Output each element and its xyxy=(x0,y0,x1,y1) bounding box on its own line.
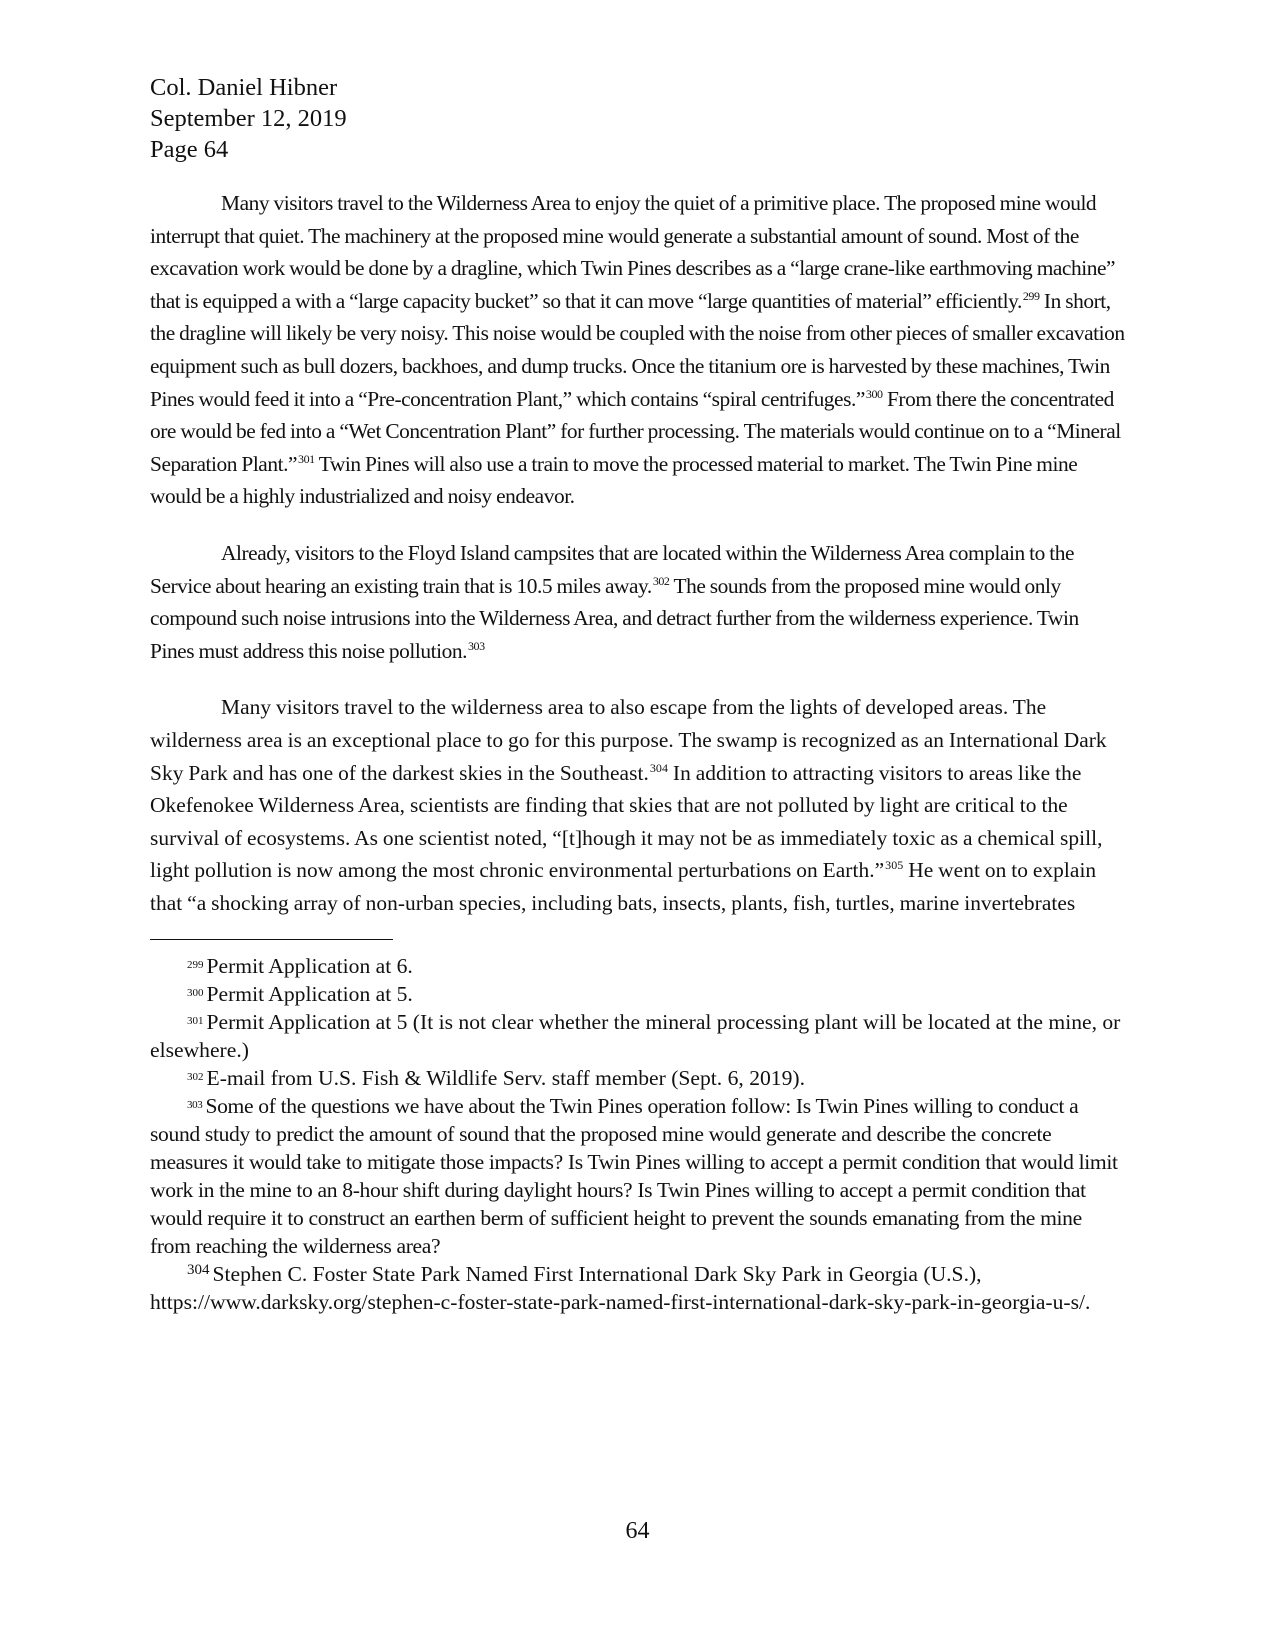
letter-header xyxy=(150,72,1125,165)
paragraph-dark-sky: Many visitors travel to the wilderness area to also escape from the lights of developed areas. The wilderness area is an exceptional place to go for this purpose. The swamp is recognized as an International Dark Sky Park and has one of the darkest skies in the Southeast.$^{304}$ In addition to attracting visitors to areas like the Okefenokee Wilderness Area, scientists are finding that skies that are not polluted by light are critical to the survival of ecosystems. As one scientist noted, “[t]hough it may not be as immediately toxic as a chemical spill, light pollution is now among the most chronic environmental perturbations on Earth.”$^{305}$ He went on to explain that “a shocking array of non-urban species, including bats, insects, plants, fish, turtles, marine invertebrates xyxy=(150,695,1107,915)
footnote-ref[interactable]: 302 xyxy=(652,573,670,588)
page-number: 64 xyxy=(625,1518,650,1544)
recipient-name: Col. Daniel Hibner xyxy=(150,74,338,101)
footnote-299: $^{299}$ Permit Application at 6. xyxy=(187,954,413,979)
letter-date: September 12, 2019 xyxy=(150,105,347,132)
footnote-303: $^{303}$ Some of the questions we have about the Twin Pines operation follow: Is Twin Pines willing to conduct a sound study to predict the amount of sound that the proposed mine would generate and describe the concrete measures it would take to mitigate those impacts? Is Twin Pines willing to accept a permit condition that would limit work in the mine to an 8-hour shift during daylight hours? Is Twin Pines willing to accept a permit condition that would require it to construct an earthen berm of sufficient height to prevent the sounds emanating from the mine from reaching the wilderness area? xyxy=(150,1094,1118,1259)
paragraph-noise-machinery: Many visitors travel to the Wilderness Area to enjoy the quiet of a primitive place. The proposed mine would interrupt that quiet. The machinery at the proposed mine would generate a substantial amount of sound. Most of the excavation work would be done by a dragline, which Twin Pines describes as a “large crane-like earthmoving machine” that is equipped a with a “large capacity bucket” so that it can move “large quantities of material” efficiently.$^{299}$ In short, the dragline will likely be very noisy. This noise would be coupled with the noise from other pieces of smaller excavation equipment such as bull dozers, backhoes, and dump trucks. Once the titanium ore is harvested by these machines, Twin Pines would feed it into a “Pre-concentration Plant,” which contains “spiral centrifuges.”$^{300}$ From there the concentrated ore would be fed into a “Wet Concentration Plant” for further processing. The materials would continue on to a “Mineral Separation Plant.”$^{301}$ Twin Pines will also use a train to move the processed material to market. The Twin Pine mine would be a highly industrialized and noisy endeavor. xyxy=(150,191,1125,509)
footnotes xyxy=(150,952,1125,1316)
footnote-304: $^{304}$ Stephen C. Foster State Park Named First International Dark Sky Park in Georgia (U.S.), https://www.darksky.org/stephen-c-foster-state-park-named-first-international-dark-sky-park-in-georgia-u-s/. xyxy=(150,1262,1091,1315)
footnote-divider xyxy=(150,939,393,940)
footnote-ref[interactable]: 303 xyxy=(468,638,485,653)
letter-page xyxy=(150,72,1125,1316)
footnote-ref[interactable]: 305 xyxy=(885,858,904,873)
footnote-ref[interactable]: 304 xyxy=(649,760,669,775)
footnote-304-citation: Stephen C. Foster State Park Named First International Dark Sky Park in Georgia (U.S.), https://www.darksky.org/stephen-c-foster-state-park-named-first-international-dark-sky-park-in-georgia-u-s/. xyxy=(150,1262,1091,1315)
footnote-301: $^{301}$ Permit Application at 5 (It is not clear whether the mineral processing plant will be located at the mine, or elsewhere.) xyxy=(150,1010,1121,1063)
paragraph-train-noise: Already, visitors to the Floyd Island campsites that are located within the Wilderness Area complain to the Service about hearing an existing train that is 10.5 miles away.$^{302}$ The sounds from the proposed mine would only compound such noise intrusions into the Wilderness Area, and detract further from the wilderness experience. Twin Pines must address this noise pollution.$^{303}$ xyxy=(150,540,1079,663)
footnote-ref[interactable]: 301 xyxy=(298,451,315,466)
footnote-ref[interactable]: 299 xyxy=(1022,288,1040,303)
footnote-300: $^{300}$ Permit Application at 5. xyxy=(187,982,413,1007)
footnote-302: $^{302}$ E-mail from U.S. Fish & Wildlife Serv. staff member (Sept. 6, 2019). xyxy=(187,1066,805,1091)
footnote-ref[interactable]: 300 xyxy=(865,386,883,401)
page-label: Page 64 xyxy=(150,136,229,163)
